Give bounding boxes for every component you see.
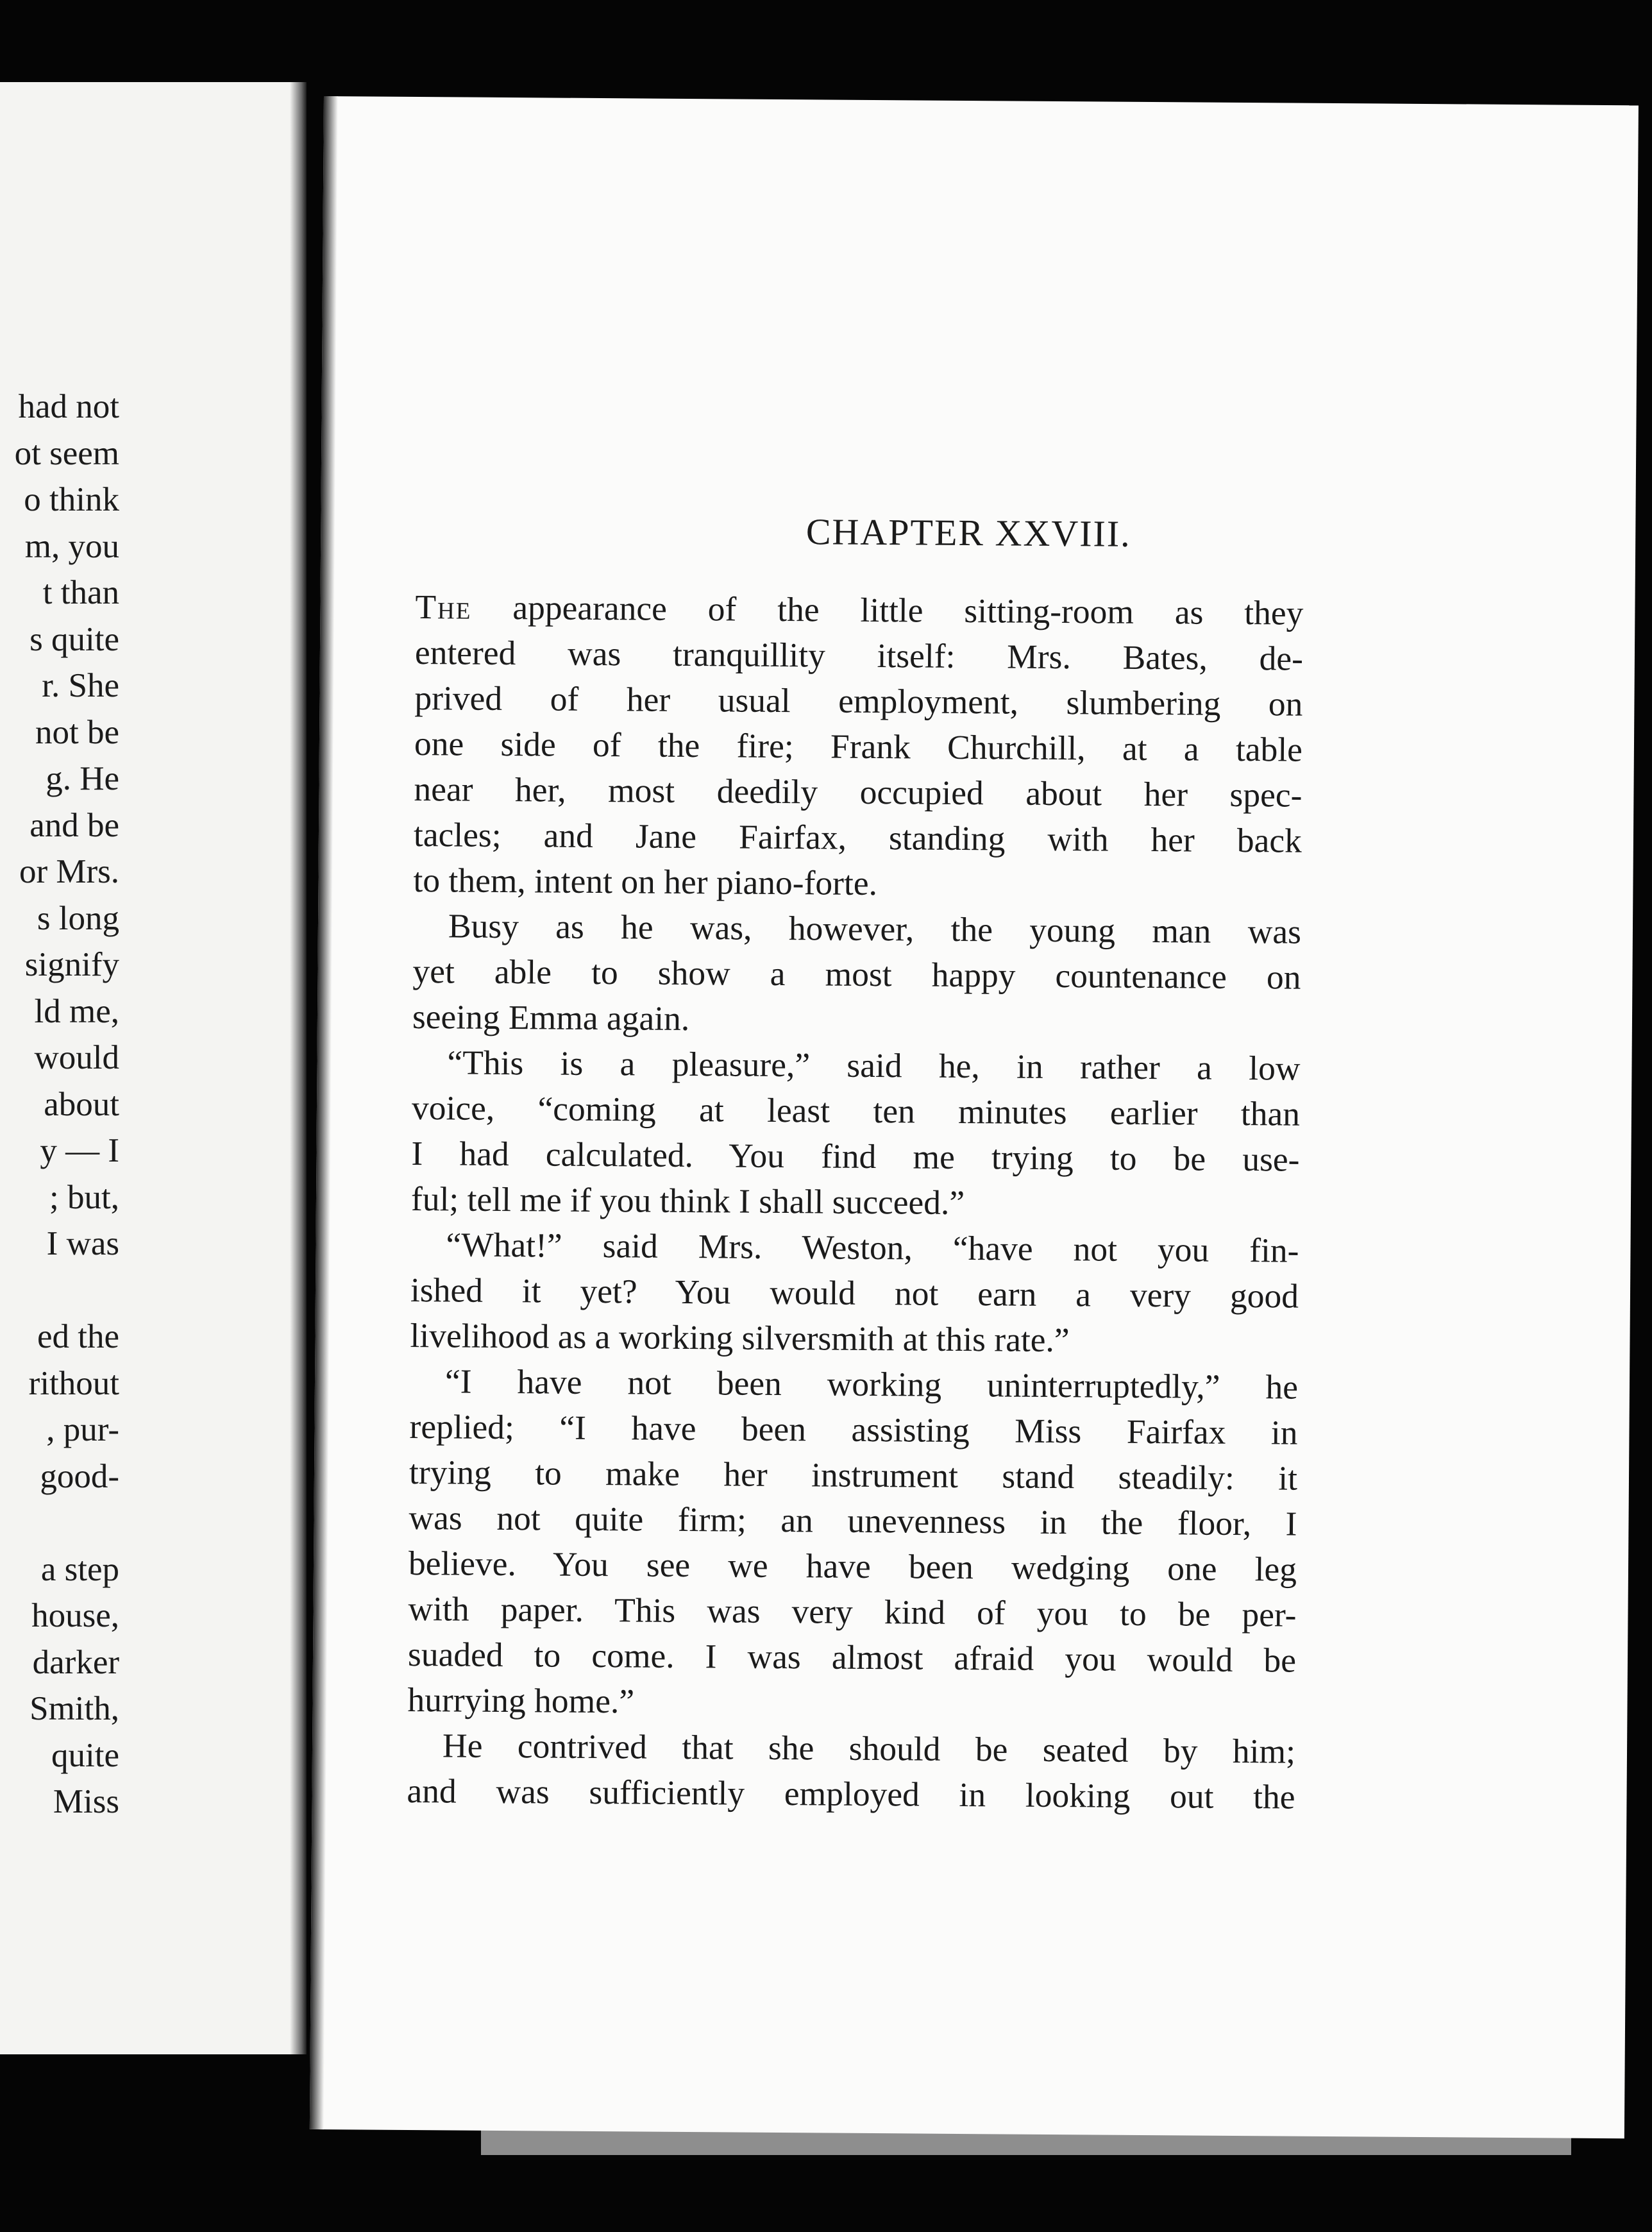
text-line xyxy=(415,584,1303,636)
text-line: hurrying home.” xyxy=(407,1680,635,1721)
left-line: about xyxy=(44,1085,119,1123)
left-line xyxy=(0,1267,119,1314)
left-line: quite xyxy=(51,1736,119,1774)
left-line: rithout xyxy=(28,1364,119,1402)
text-line: Busy as he was, however, the young man was xyxy=(448,906,1302,951)
left-line: or Mrs. xyxy=(19,853,119,890)
text-line: near her, most deedily occupied about her spec- xyxy=(414,770,1302,815)
left-line: I was xyxy=(46,1225,119,1262)
right-page xyxy=(310,96,1639,2138)
left-line: t than xyxy=(42,574,119,611)
paragraph xyxy=(412,903,1301,1046)
left-line: ld me, xyxy=(34,992,119,1030)
left-line: house, xyxy=(31,1597,119,1634)
left-line: ot seem xyxy=(14,434,119,472)
text-line: yet able to show a most happy countenance on xyxy=(412,952,1301,997)
left-line: r. She xyxy=(42,667,119,704)
left-line: o think xyxy=(24,481,119,518)
paragraph xyxy=(413,584,1303,909)
paragraph xyxy=(411,1040,1301,1228)
text-line: entered was tranquillity itself: Mrs. Bates, de- xyxy=(414,633,1304,678)
left-line: s long xyxy=(37,899,119,937)
left-line: a step xyxy=(40,1550,119,1588)
text-line: one side of the fire; Frank Churchill, at a table xyxy=(414,724,1303,769)
left-line: s quite xyxy=(30,620,119,658)
text-line: ful; tell me if you think I shall succeed.” xyxy=(410,1179,965,1222)
right-page-gutter-shadow xyxy=(310,96,338,2129)
left-line: not be xyxy=(35,713,119,751)
text-line: voice, “coming at least ten minutes earlier than xyxy=(411,1088,1301,1133)
left-line: good- xyxy=(40,1457,119,1495)
left-line: m, you xyxy=(24,527,119,565)
left-line: Smith, xyxy=(30,1690,119,1727)
left-line: signify xyxy=(24,946,119,983)
left-line: ; but, xyxy=(49,1178,119,1216)
left-page xyxy=(0,82,307,2054)
left-page-text xyxy=(0,384,119,1825)
text-line: prived of her usual employment, slumbering on xyxy=(414,679,1303,723)
text-line: tacles; and Jane Fairfax, standing with her back xyxy=(413,815,1302,860)
left-line: Miss xyxy=(53,1783,119,1820)
left-line: darker xyxy=(32,1643,119,1681)
text-line: believe. You see we have been wedging one leg xyxy=(408,1543,1297,1589)
paragraph xyxy=(410,1222,1299,1365)
text-line: seeing Emma again. xyxy=(412,997,690,1038)
text-line: and was sufficiently employed in looking out the xyxy=(407,1771,1295,1816)
text-line: replied; “I have been assisting Miss Fairfax in xyxy=(409,1407,1298,1452)
left-line xyxy=(0,1500,119,1546)
text-line: was not quite firm; an unevenness in the floor, I xyxy=(409,1498,1297,1543)
text-line: livelihood as a working silversmith at this rate.” xyxy=(410,1315,1070,1360)
left-line: , pur- xyxy=(46,1411,119,1448)
paragraph xyxy=(407,1358,1298,1729)
text-line: He contrived that she should be seated by him; xyxy=(442,1726,1296,1771)
left-line: had not xyxy=(18,388,119,425)
left-page-gutter-fold xyxy=(290,82,307,2054)
text-line: trying to make her instrument stand steadily: it xyxy=(409,1452,1298,1498)
text-line: “I have not been working uninterruptedly,” he xyxy=(444,1362,1299,1407)
paragraph xyxy=(407,1723,1295,1820)
text-line: to them, intent on her piano-forte. xyxy=(413,861,878,903)
chapter-body xyxy=(407,584,1303,1820)
chapter-title: CHAPTER XXVIII. xyxy=(805,511,1131,555)
text-line: “This is a pleasure,” said he, in rather a low xyxy=(447,1043,1301,1088)
text-line: “What!” said Mrs. Weston, “have not you fin- xyxy=(446,1225,1299,1270)
line-text: appearance of the little sitting-room as they xyxy=(471,588,1304,632)
left-line: ed the xyxy=(37,1318,119,1355)
text-line: with paper. This was very kind of you to be per- xyxy=(408,1589,1297,1634)
text-line: ished it yet? You would not earn a very good xyxy=(410,1270,1299,1315)
left-line: y — I xyxy=(40,1132,119,1169)
left-line: would xyxy=(34,1039,119,1076)
text-line: I had calculated. You find me trying to be use- xyxy=(411,1133,1300,1179)
left-line: g. He xyxy=(46,760,119,797)
left-line: and be xyxy=(30,806,119,844)
text-line: suaded to come. I was almost afraid you would be xyxy=(407,1634,1297,1680)
opening-word: The xyxy=(415,588,472,627)
